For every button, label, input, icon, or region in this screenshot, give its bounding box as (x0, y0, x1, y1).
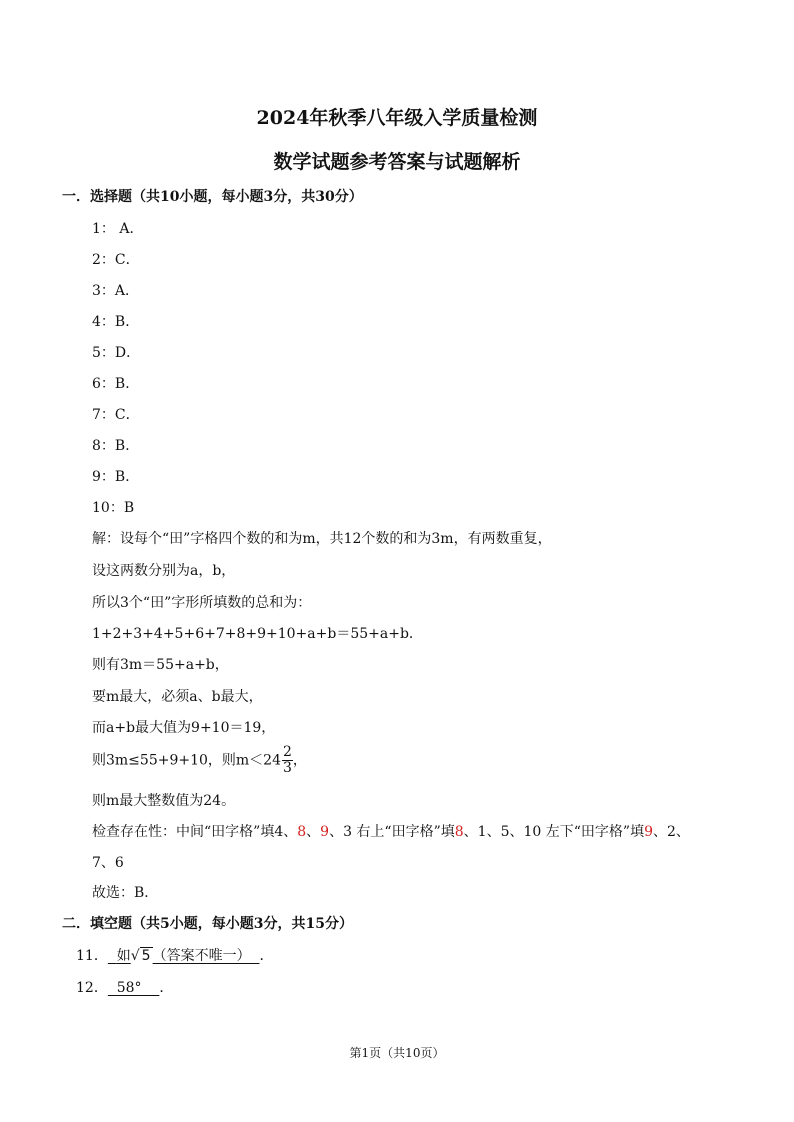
document-title: 2024年秋季八年级入学质量检测 (256, 107, 538, 129)
answer-note: （答案不唯一） (152, 948, 251, 964)
solution-line: 则有3m＝55+a+b， (92, 657, 229, 673)
solution-line: 1+2+3+4+5+6+7+8+9+10+a+b＝55+a+b． (92, 626, 423, 642)
question-number: 11． (76, 948, 108, 964)
answer-line-10: 10：B (92, 500, 135, 516)
question-11 (76, 945, 273, 965)
solution-line: 所以3个“田”字形所填数的总和为： (92, 595, 312, 611)
question-12 (76, 977, 173, 997)
answer-line-1: 1： A． (92, 221, 144, 237)
solution-line-inequality (92, 745, 307, 776)
question-number: 12． (76, 980, 108, 996)
inequality-text: 则3m≤55+9+10，则m＜24 (92, 752, 281, 769)
solution-line: 设这两数分别为a，b， (92, 563, 236, 579)
answer-line-7: 7：C． (92, 407, 140, 423)
check-text: 、 (306, 824, 321, 840)
answer-line-5: 5：D． (92, 345, 141, 361)
answer-line-6: 6：B． (92, 376, 140, 392)
answer-value: 58° (116, 980, 142, 996)
solution-conclusion: 故选：B． (92, 885, 159, 901)
solution-line: 解：设每个“田”字格四个数的和为m，共12个数的和为3m，有两数重复， (92, 531, 552, 547)
document-subtitle: 数学试题参考答案与试题解析 (273, 151, 521, 173)
existence-check-line (92, 821, 690, 841)
highlight-number: 9 (644, 824, 653, 840)
question-end: ． (159, 980, 174, 996)
fraction (282, 745, 293, 776)
check-text: 检查存在性：中间“田字格”填4、 (92, 824, 298, 840)
answer-line-4: 4：B． (92, 314, 140, 330)
answer-line-8: 8：B． (92, 438, 140, 454)
answer-prefix: 如 (116, 948, 131, 964)
radicand: 5 (141, 948, 151, 964)
highlight-number: 8 (297, 824, 307, 840)
solution-line: 要m最大，必须a、b最大， (92, 689, 263, 705)
answer-line-3: 3：A． (92, 283, 140, 299)
section-heading-choice: 一．选择题（共10小题，每小题3分，共30分） (62, 189, 363, 205)
fraction-denominator: 3 (283, 760, 292, 776)
solution-line: 而a+b最大值为9+10＝19， (92, 720, 276, 736)
sqrt-symbol: √ 5 (130, 948, 151, 964)
question-end: ． (259, 948, 274, 964)
page-footer: 第1页（共10页） (349, 1046, 445, 1060)
answer-line-2: 2：C． (92, 252, 140, 268)
highlight-number: 9 (320, 824, 330, 840)
inequality-suffix: ， (292, 752, 307, 769)
check-text: 、2、 (653, 824, 690, 840)
answer-line-9: 9：B． (92, 469, 140, 485)
check-text: 、1、5、10 左下“田字格”填 (463, 824, 645, 840)
answer-blank (108, 948, 260, 964)
section-heading-fill: 二．填空题（共5小题，每小题3分，共15分） (62, 916, 353, 932)
solution-line: 则m最大整数值为24。 (92, 793, 236, 809)
highlight-number: 8 (454, 824, 464, 840)
existence-check-line-2: 7、6 (92, 855, 124, 871)
answer-blank (108, 980, 160, 996)
fraction-numerator: 2 (283, 744, 292, 760)
check-text: 、3 右上“田字格”填 (329, 824, 455, 840)
